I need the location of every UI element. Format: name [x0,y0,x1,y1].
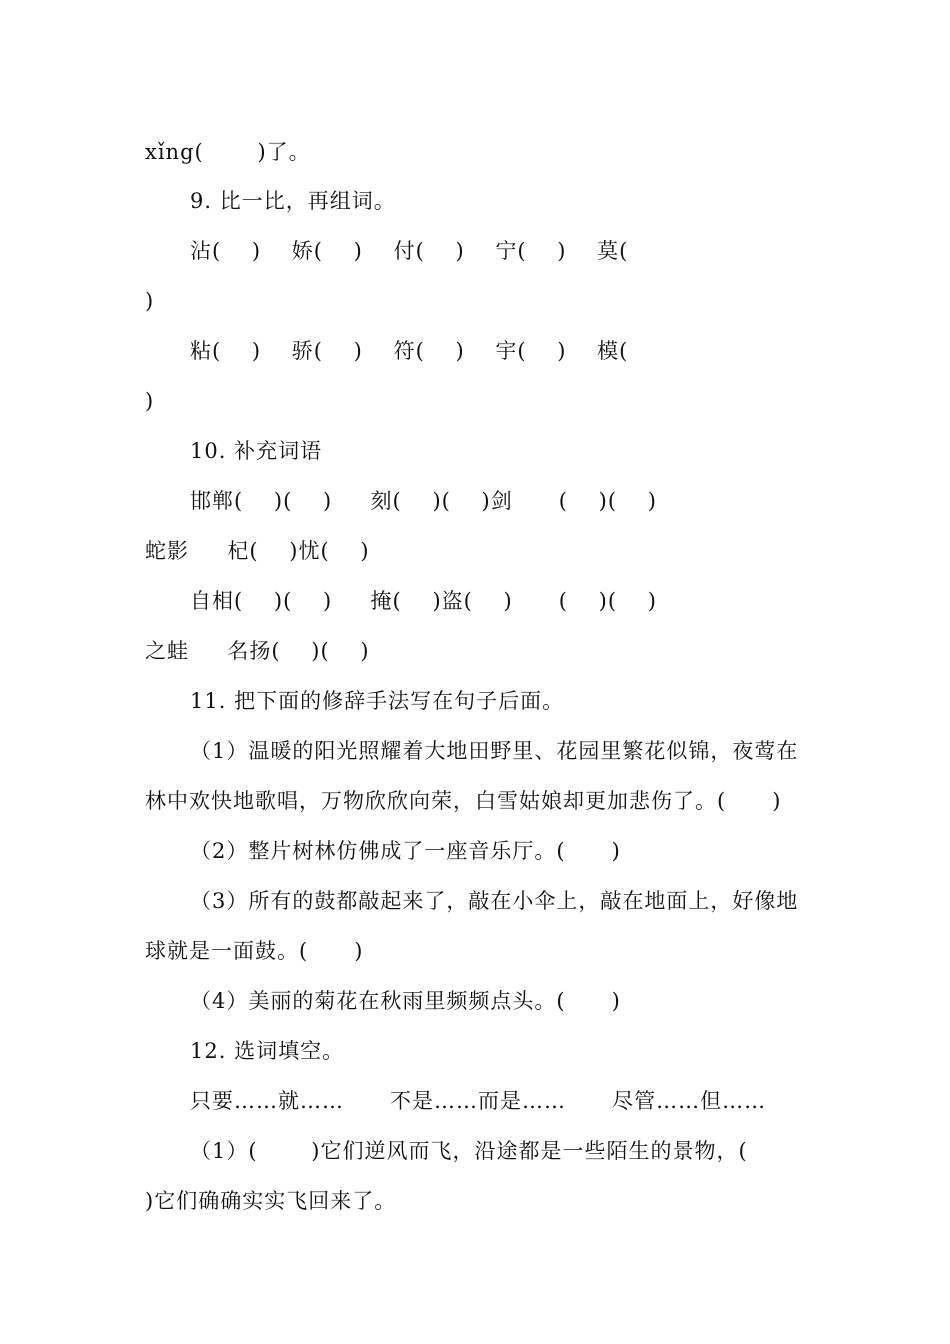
question-9-row-1-wrap: ) [145,289,155,313]
question-10-row-2-wrap: 之蛙 名扬( )( ) [145,639,370,663]
question-10-row-1-wrap: 蛇影 杞( )忧( ) [145,539,370,563]
question-12-item-1: （1）( )它们逆风而飞，沿途都是一些陌生的景物，( [190,1139,748,1163]
question-12-word-options: 只要……就…… 不是……而是…… 尽管……但…… [190,1089,767,1113]
question-9-row-2: 粘( ) 骄( ) 符( ) 宇( ) 模( [190,339,629,363]
question-9-row-1: 沾( ) 娇( ) 付( ) 宁( ) 莫( [190,239,629,263]
question-10-title: 10. 补充词语 [190,439,323,463]
question-10-row-2: 自相( )( ) 掩( )盗( ) ( )( ) [190,589,657,613]
question-11-item-2: （2）整片树林仿佛成了一座音乐厅。( ) [190,839,621,863]
question-11-item-3-wrap: 球就是一面鼓。( ) [145,939,364,963]
question-9-row-2-wrap: ) [145,389,155,413]
question-9-title: 9. 比一比，再组词。 [190,189,396,213]
question-12-item-1-wrap: )它们确确实实飞回来了。 [145,1189,397,1213]
question-11-item-1: （1）温暖的阳光照耀着大地田野里、花园里繁花似锦，夜莺在 [190,739,799,763]
question-11-item-1-wrap: 林中欢快地歌唱，万物欣欣向荣，白雪姑娘却更加悲伤了。( ) [145,789,782,813]
question-11-item-4: （4）美丽的菊花在秋雨里频频点头。( ) [190,989,621,1013]
question-12-title: 12. 选词填空。 [190,1039,345,1063]
question-11-item-3: （3）所有的鼓都敲起来了，敲在小伞上，敲在地面上，好像地 [190,889,799,913]
line-pinyin-xing: xǐng( )了。 [145,140,311,164]
question-10-row-1: 邯郸( )( ) 刻( )( )剑 ( )( ) [190,489,657,513]
question-11-title: 11. 把下面的修辞手法写在句子后面。 [190,689,565,713]
